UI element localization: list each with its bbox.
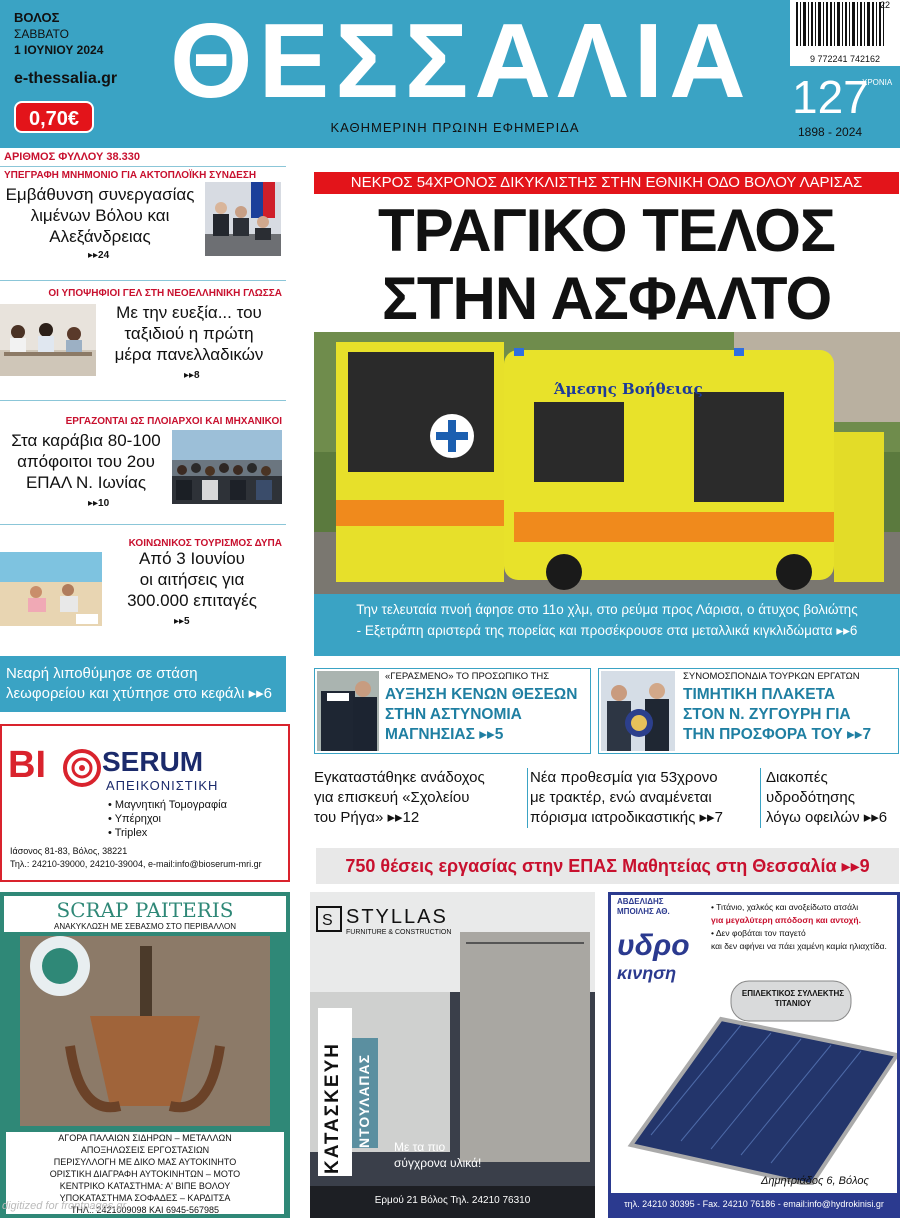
lead-headline-2[interactable]: ΣΤΗΝ ΑΣΦΑΛΤΟ bbox=[381, 265, 832, 332]
left-story-kicker: ΟΙ ΥΠΟΨΗΦΙΟΙ ΓΕΛ ΣΤΗ ΝΕΟΕΛΛΗΝΙΚΗ ΓΛΩΣΣΑ bbox=[48, 288, 282, 299]
scrap-tagline: ΑΝΑΚΥΚΛΩΣΗ ΜΕ ΣΕΒΑΣΜΟ ΣΤΟ ΠΕΡΙΒΑΛΛΟΝ bbox=[54, 922, 236, 931]
masthead-city: ΒΟΛΟΣ bbox=[14, 10, 60, 25]
hydro-owner-2: ΜΠΟΙΛΗΣ ΑΘ. bbox=[617, 907, 670, 916]
stylas-vertical-1: ΚΑΤΑΣΚΕΥΗ bbox=[322, 1042, 343, 1174]
years-number: 127 bbox=[792, 71, 869, 123]
page-ref: ▸▸8 bbox=[184, 370, 200, 381]
left-teaser-box[interactable]: Νεαρή λιποθύμησε σε στάση λεωφορείου και χτύπησε στο κεφάλι ▸▸6 bbox=[0, 656, 286, 712]
scrap-photo bbox=[20, 936, 270, 1126]
hydro-address: Δημητριάδος 6, Βόλος bbox=[761, 1175, 869, 1187]
photo-beach bbox=[0, 552, 102, 626]
sub-story-police[interactable]: «ΓΕΡΑΣΜΕΝΟ» ΤΟ ΠΡΟΣΩΠΙΚΟ ΤΗΣ ΑΥΞΗΣΗ ΚΕΝΩΝ ΘΕΣΕΩΝ ΣΤΗΝ ΑΣΤΥΝΟΜΙΑ ΜΑΓΝΗΣΙΑΣ ▸▸5 bbox=[314, 668, 591, 754]
divider bbox=[0, 524, 286, 525]
price-badge: 0,70€ bbox=[14, 101, 94, 133]
stylas-brand-sub: FURNITURE & CONSTRUCTION bbox=[346, 929, 452, 936]
years-range: 1898 - 2024 bbox=[798, 125, 863, 139]
watermark: digitized for frontpages.gr bbox=[2, 1200, 127, 1212]
stylas-brand: STYLLAS bbox=[346, 906, 448, 928]
photo-plaque bbox=[601, 671, 675, 751]
left-story-title[interactable]: Στα καράβια 80-100 απόφοιτοι του 2ου ΕΠΑΛ Ν. Ιωνίας bbox=[11, 431, 161, 492]
photo-exam-students bbox=[0, 304, 96, 376]
ad-scrap-paiteris[interactable] bbox=[0, 892, 290, 1218]
photo-police bbox=[317, 671, 379, 751]
lead-kicker: ΝΕΚΡΟΣ 54ΧΡΟΝΟΣ ΔΙΚΥΚΛΙΣΤΗΣ ΣΤΗΝ ΕΘΝΙΚΗ ΟΔΟ ΒΟΛΟΥ ΛΑΡΙΣΑΣ bbox=[314, 172, 899, 194]
stylas-vertical-2: ΝΤΟΥΛΑΠΑΣ bbox=[356, 1053, 372, 1148]
svg-text:S: S bbox=[322, 912, 333, 929]
ad-stylas[interactable] bbox=[310, 892, 595, 1218]
hydro-tank-label-1: ΕΠΙΛΕΚΤΙΚΟΣ ΣΥΛΛΕΚΤΗΣ bbox=[741, 989, 845, 998]
stylas-slogan-1: Με τα πιο bbox=[394, 1140, 446, 1154]
bioserum-tag: ΑΠΕΙΚΟΝΙΣΤΙΚΗ bbox=[106, 778, 219, 793]
issue-number: ΑΡΙΘΜΟΣ ΦΥΛΛΟΥ 38.330 bbox=[4, 151, 140, 163]
newspaper-subtitle: ΚΑΘΗΜΕΡΙΝΗ ΠΡΩΙΝΗ ΕΦΗΜΕΡΙΔΑ bbox=[330, 120, 580, 135]
brief-school[interactable]: Εγκαταστάθηκε ανάδοχος για επισκευή «Σχολείου του Ρήγα» ▸▸12 bbox=[314, 769, 485, 826]
page-ref: ▸▸10 bbox=[88, 498, 110, 509]
divider bbox=[760, 768, 761, 828]
bioserum-contact: Τηλ.: 24210-39000, 24210-39004, e-mail:info@bioserum-mri.gr bbox=[10, 859, 262, 869]
sub-story-plaque[interactable]: ΣΥΝΟΜΟΣΠΟΝΔΙΑ ΤΟΥΡΚΩΝ ΕΡΓΑΤΩΝ ΤΙΜΗΤΙΚΗ ΠΛΑΚΕΤΑ ΣΤΟΝ Ν. ΖΥΓΟΥΡΗ ΓΙΑ ΤΗΝ ΠΡΟΣΦΟΡΑ ΤΟΥ ▸▸7 bbox=[598, 668, 899, 754]
hydro-contact: τηλ. 24210 30395 - Fax. 24210 76186 - email:info@hydrokinisi.gr bbox=[624, 1199, 884, 1209]
masthead-website[interactable]: e-thessalia.gr bbox=[14, 70, 118, 87]
hydro-brand-2: κινηση bbox=[617, 963, 677, 983]
divider bbox=[0, 400, 286, 401]
page-ref: ▸▸24 bbox=[88, 250, 110, 261]
left-story-kicker: ΥΠΕΓΡΑΦΗ ΜΝΗΜΟΝΙΟ ΓΙΑ ΑΚΤΟΠΛΟΪΚΗ ΣΥΝΔΕΣΗ bbox=[4, 170, 257, 181]
scrap-info: ΑΓΟΡΑ ΠΑΛΑΙΩΝ ΣΙΔΗΡΩΝ – ΜΕΤΑΛΛΩΝ ΑΠΟΞΗΛΩΣΕΙΣ ΕΡΓΟΣΤΑΣΙΩΝ ΠΕΡΙΣΥΛΛΟΓΗ ΜΕ ΔΙΚΟ ΜΑΣ ΑΥΤΟΚΙΝΗΤΟ ΟΡΙΣΤΙΚΗ ΔΙΑΓΡΑΦΗ ΑΥΤΟΚΙΝΗΤΩΝ – ΜΟΤΟ ΚΕΝΤΡΙΚΟ ΚΑΤΑΣΤΗΜΑ: Α' ΒΙΠΕ ΒΟΛΟΥ ΥΠΟΚΑΤΑΣΤΗΜΑ ΣΟΦΑΔΕΣ – ΚΑΡΔΙΤΣΑ ΤΗΛ.: 2421009098 ΚΑΙ 6945-567985 bbox=[49, 1133, 241, 1215]
masthead-date: 1 ΙΟΥΝΙΟΥ 2024 bbox=[14, 43, 104, 57]
ad-hydrokinisi[interactable] bbox=[608, 892, 900, 1218]
stylas-address: Ερμού 21 Βόλος Τηλ. 24210 76310 bbox=[374, 1195, 531, 1206]
hydro-claims: • Τιτάνιο, χαλκός και ανοξείδωτο ατσάλι για μεγαλύτερη απόδοση και αντοχή. • Δεν φοβάται τον παγετό και δεν αφήνει να πάει χαμένη καμία ηλιαχτίδα. bbox=[711, 902, 887, 951]
divider bbox=[0, 166, 286, 167]
left-story-title[interactable]: Εμβάθυνση συνεργασίας λιμένων Βόλου και Αλεξάνδρειας bbox=[5, 185, 195, 246]
photo-signing bbox=[205, 182, 281, 256]
bioserum-logo-icon bbox=[62, 748, 102, 788]
bioserum-brand-a: BI bbox=[8, 744, 46, 786]
divider bbox=[527, 768, 528, 828]
scrap-title: SCRAP PAITERIS bbox=[56, 898, 234, 922]
stylas-logo-icon bbox=[316, 906, 342, 932]
photo-ambulance bbox=[314, 332, 900, 594]
hydro-owner-1: ΑΒΔΕΛΙΔΗΣ bbox=[617, 897, 664, 906]
barcode-issue: 22 bbox=[880, 0, 891, 10]
brief-tractor[interactable]: Νέα προθεσμία για 53χρονο με τρακτέρ, ενώ αναμένεται πόρισμα ιατροδικαστικής ▸▸7 bbox=[530, 769, 723, 826]
brief-water[interactable]: Διακοπές υδροδότησης λόγω οφειλών ▸▸6 bbox=[766, 769, 888, 826]
years-label: ΧΡΟΝΙΑ bbox=[862, 78, 893, 87]
left-story-kicker: ΚΟΙΝΩΝΙΚΟΣ ΤΟΥΡΙΣΜΟΣ ΔΥΠΑ bbox=[128, 538, 282, 549]
bioserum-services: • Μαγνητική Τομογραφία • Υπέρηχοι • Triplex bbox=[108, 799, 227, 839]
hydro-tank-label-2: ΤΙΤΑΝΙΟΥ bbox=[774, 999, 812, 1008]
hydro-brand-1: υδρο bbox=[617, 929, 690, 962]
bioserum-address: Ιάσονος 81-83, Βόλος, 38221 bbox=[10, 846, 128, 856]
photo-graduates bbox=[172, 430, 282, 504]
divider bbox=[0, 280, 286, 281]
newspaper-title: ΘΕΣΣΑΛΙΑ bbox=[170, 2, 752, 120]
masthead-day: ΣΑΒΒΑΤΟ bbox=[14, 27, 69, 41]
left-story-title[interactable]: Με την ευεξία... του ταξιδιού η πρώτη μέρα πανελλαδικών bbox=[114, 303, 264, 364]
ad-bioserum[interactable] bbox=[0, 724, 290, 882]
page-ref: ▸▸5 bbox=[174, 616, 190, 627]
epas-banner[interactable]: 750 θέσεις εργασίας στην ΕΠΑΣ Μαθητείας στη Θεσσαλία ▸▸9 bbox=[316, 848, 899, 884]
left-story-kicker: ΕΡΓΑΖΟΝΤΑΙ ΩΣ ΠΛΟΙΑΡΧΟΙ ΚΑΙ ΜΗΧΑΝΙΚΟΙ bbox=[65, 416, 282, 427]
barcode-number: 9 772241 742162 bbox=[792, 54, 898, 64]
left-story-title[interactable]: Από 3 Ιουνίου οι αιτήσεις για 300.000 επιταγές bbox=[127, 549, 257, 610]
stylas-slogan-2: σύγχρονα υλικά! bbox=[394, 1156, 482, 1170]
ambulance-text: Άμεσης Βοήθειας bbox=[554, 380, 703, 398]
bioserum-brand-b: SERUM bbox=[102, 746, 204, 777]
lead-headline-1[interactable]: ΤΡΑΓΙΚΟ ΤΕΛΟΣ bbox=[378, 197, 835, 264]
lead-caption: Την τελευταία πνοή άφησε στο 11ο χλμ, στο ρεύμα προς Λάρισα, ο άτυχος βολιώτης - Εξετράπη αριστερά της πορείας και προσέκρουσε στα μεταλλικά κιγκλιδώματα ▸▸6 bbox=[314, 594, 900, 656]
